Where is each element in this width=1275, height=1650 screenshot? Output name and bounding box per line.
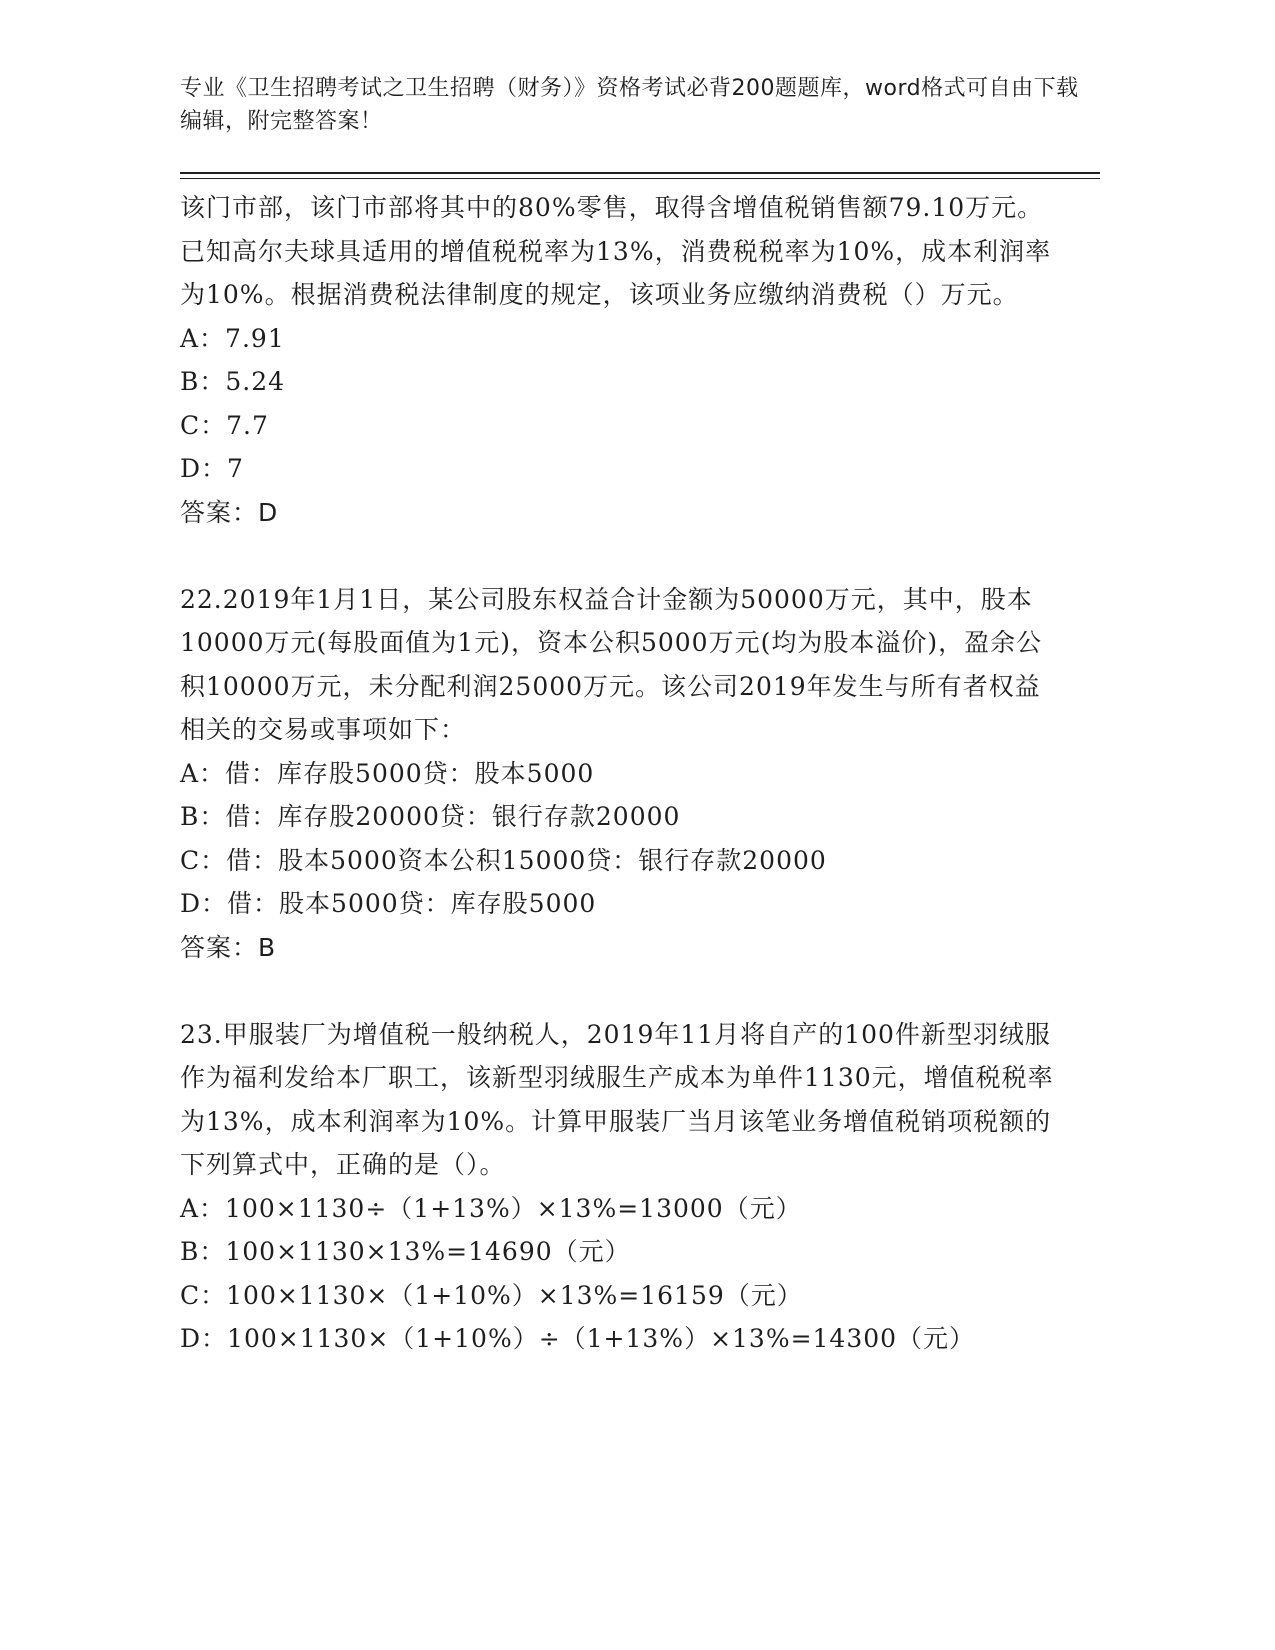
page-header: 专业《卫生招聘考试之卫生招聘（财务）》资格考试必背200题题库，word格式可自由下载编辑，附完整答案！ xyxy=(180,76,1079,134)
question-22 xyxy=(180,578,1060,970)
spacer xyxy=(180,534,1060,578)
option-d: D：100×1130×（1+10%）÷（1+13%）×13%=14300（元） xyxy=(180,1324,976,1353)
option-d: D：借：股本5000贷：库存股5000 xyxy=(180,889,597,918)
option-b: B：100×1130×13%=14690（元） xyxy=(180,1237,631,1266)
option-d: D：7 xyxy=(180,454,244,483)
question-list xyxy=(180,186,1060,1361)
question-stem: 22.2019年1月1日，某公司股东权益合计金额为50000万元，其中，股本10000万元(每股面值为1元)，资本公积5000万元(均为股本溢价)，盈余公积10000万元，未分配利润25000万元。该公司2019年发生与所有者权益相关的交易或事项如下： xyxy=(180,584,1043,744)
option-c: C：100×1130×（1+10%）×13%=16159（元） xyxy=(180,1280,803,1310)
question-stem: 23.甲服装厂为增值税一般纳税人，2019年11月将自产的100件新型羽绒服作为福利发给本厂职工，该新型羽绒服生产成本为单件1130元，增值税税率为13%，成本利润率为10%。计算甲服装厂当月该笔业务增值税销项税额的下列算式中，正确的是（）。 xyxy=(180,1019,1054,1179)
option-c: C：借：股本5000资本公积15000贷：银行存款20000 xyxy=(180,845,827,875)
option-b: B：5.24 xyxy=(180,367,286,396)
header-rule-thin xyxy=(180,178,1100,179)
option-a: A：借：库存股5000贷：股本5000 xyxy=(180,758,595,788)
answer-line: 答案：B xyxy=(180,932,277,962)
header-rule-thick xyxy=(180,172,1100,174)
option-a: A：7.91 xyxy=(180,323,285,353)
spacer xyxy=(180,969,1060,1013)
option-a: A：100×1130÷（1+13%）×13%=13000（元） xyxy=(180,1193,802,1223)
answer-line: 答案：D xyxy=(180,497,279,527)
question-23 xyxy=(180,1013,1060,1361)
option-b: B：借：库存股20000贷：银行存款20000 xyxy=(180,802,681,831)
question-21 xyxy=(180,186,1060,534)
option-c: C：7.7 xyxy=(180,410,269,440)
question-stem: 该门市部，该门市部将其中的80%零售，取得含增值税销售额79.10万元。已知高尔夫球具适用的增值税税率为13%，消费税税率为10%，成本利润率为10%。根据消费税法律制度的规定，该项业务应缴纳消费税（）万元。 xyxy=(180,193,1052,309)
